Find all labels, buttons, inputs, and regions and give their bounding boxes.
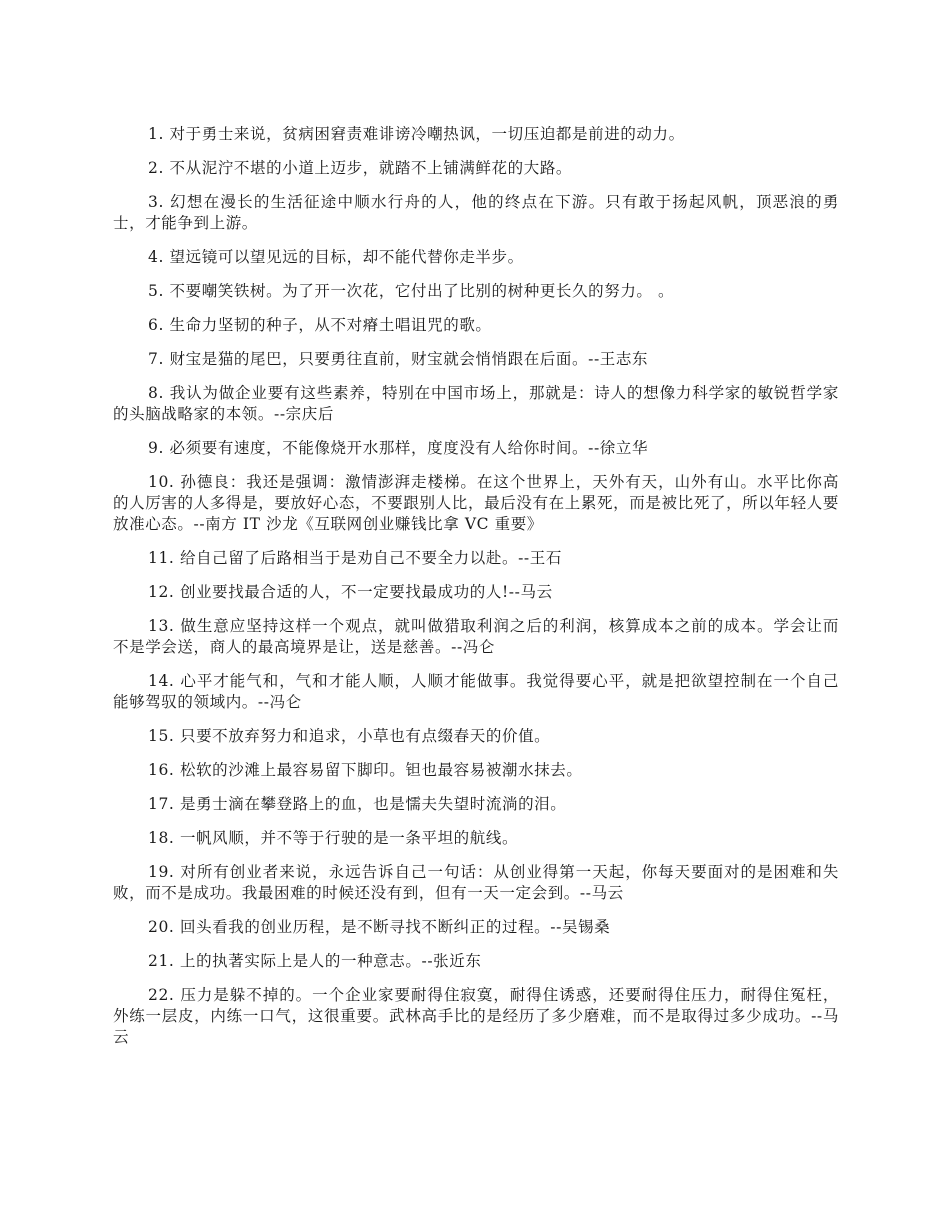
quote-paragraph-14: 14. 心平才能气和，气和才能人顺，人顺才能做事。我觉得要心平，就是把欲望控制在一个自己能够驾驭的领域内。--冯仑 — [113, 672, 839, 711]
document-body — [113, 124, 839, 1061]
quote-paragraph-17: 17. 是勇士滴在攀登路上的血，也是懦夫失望时流淌的泪。 — [148, 795, 567, 813]
quote-paragraph-2: 2. 不从泥泞不堪的小道上迈步，就踏不上铺满鲜花的大路。 — [148, 159, 573, 177]
quote-paragraph-7: 7. 财宝是猫的尾巴，只要勇往直前，财宝就会悄悄跟在后面。--王志东 — [148, 350, 649, 368]
quote-paragraph-15: 15. 只要不放弃努力和追求，小草也有点缀春天的价值。 — [148, 727, 551, 745]
quote-paragraph-20: 20. 回头看我的创业历程，是不断寻找不断纠正的过程。--吴锡桑 — [148, 918, 611, 936]
quote-paragraph-19: 19. 对所有创业者来说，永远告诉自己一句话：从创业得第一天起，你每天要面对的是困难和失败，而不是成功。我最困难的时候还没有到，但有一天一定会到。--马云 — [113, 863, 839, 902]
quote-paragraph-22: 22. 压力是躲不掉的。一个企业家要耐得住寂寞，耐得住诱惑，还要耐得住压力，耐得住冤枉，外练一层皮，内练一口气，这很重要。武林高手比的是经历了多少磨难，而不是取得过多少成功。--马云 — [113, 986, 839, 1046]
quote-paragraph-5: 5. 不要嘲笑铁树。为了开一次花，它付出了比别的树种更长久的努力。 。 — [148, 282, 675, 300]
quote-paragraph-11: 11. 给自己留了后路相当于是劝自己不要全力以赴。--王石 — [148, 549, 562, 567]
quote-paragraph-13: 13. 做生意应坚持这样一个观点，就叫做猎取利润之后的利润，核算成本之前的成本。学会让而不是学会送，商人的最高境界是让，送是慈善。--冯仑 — [113, 617, 839, 656]
quote-paragraph-10: 10. 孙德良：我还是强调：激情澎湃走楼梯。在这个世界上，天外有天，山外有山。水平比你高的人厉害的人多得是，要放好心态，不要跟别人比，最后没有在上累死，而是被比死了，所以年轻人要放准心态。--南方 IT 沙龙《互联网创业赚钱比拿 VC 重要》 — [113, 473, 839, 533]
quote-paragraph-12: 12. 创业要找最合适的人，不一定要找最成功的人!--马云 — [148, 583, 553, 601]
quote-paragraph-8: 8. 我认为做企业要有这些素养，特别在中国市场上，那就是：诗人的想像力科学家的敏锐哲学家的头脑战略家的本领。--宗庆后 — [113, 384, 839, 423]
quote-paragraph-6: 6. 生命力坚韧的种子，从不对瘠土唱诅咒的歌。 — [148, 316, 492, 334]
quote-paragraph-4: 4. 望远镜可以望见远的目标，却不能代替你走半步。 — [148, 248, 524, 266]
quote-paragraph-21: 21. 上的执著实际上是人的一种意志。--张近东 — [148, 952, 482, 970]
quote-paragraph-1: 1. 对于勇士来说，贫病困窘责难诽谤冷嘲热讽，一切压迫都是前进的动力。 — [148, 125, 685, 143]
quote-paragraph-18: 18. 一帆风顺，并不等于行驶的是一条平坦的航线。 — [148, 829, 519, 847]
quote-paragraph-3: 3. 幻想在漫长的生活征途中顺水行舟的人，他的终点在下游。只有敢于扬起风帆，顶恶浪的勇士，才能争到上游。 — [113, 193, 839, 232]
quote-paragraph-9: 9. 必须要有速度，不能像烧开水那样，度度没有人给你时间。--徐立华 — [148, 439, 649, 457]
quote-paragraph-16: 16. 松软的沙滩上最容易留下脚印。钽也最容易被潮水抹去。 — [148, 761, 583, 779]
